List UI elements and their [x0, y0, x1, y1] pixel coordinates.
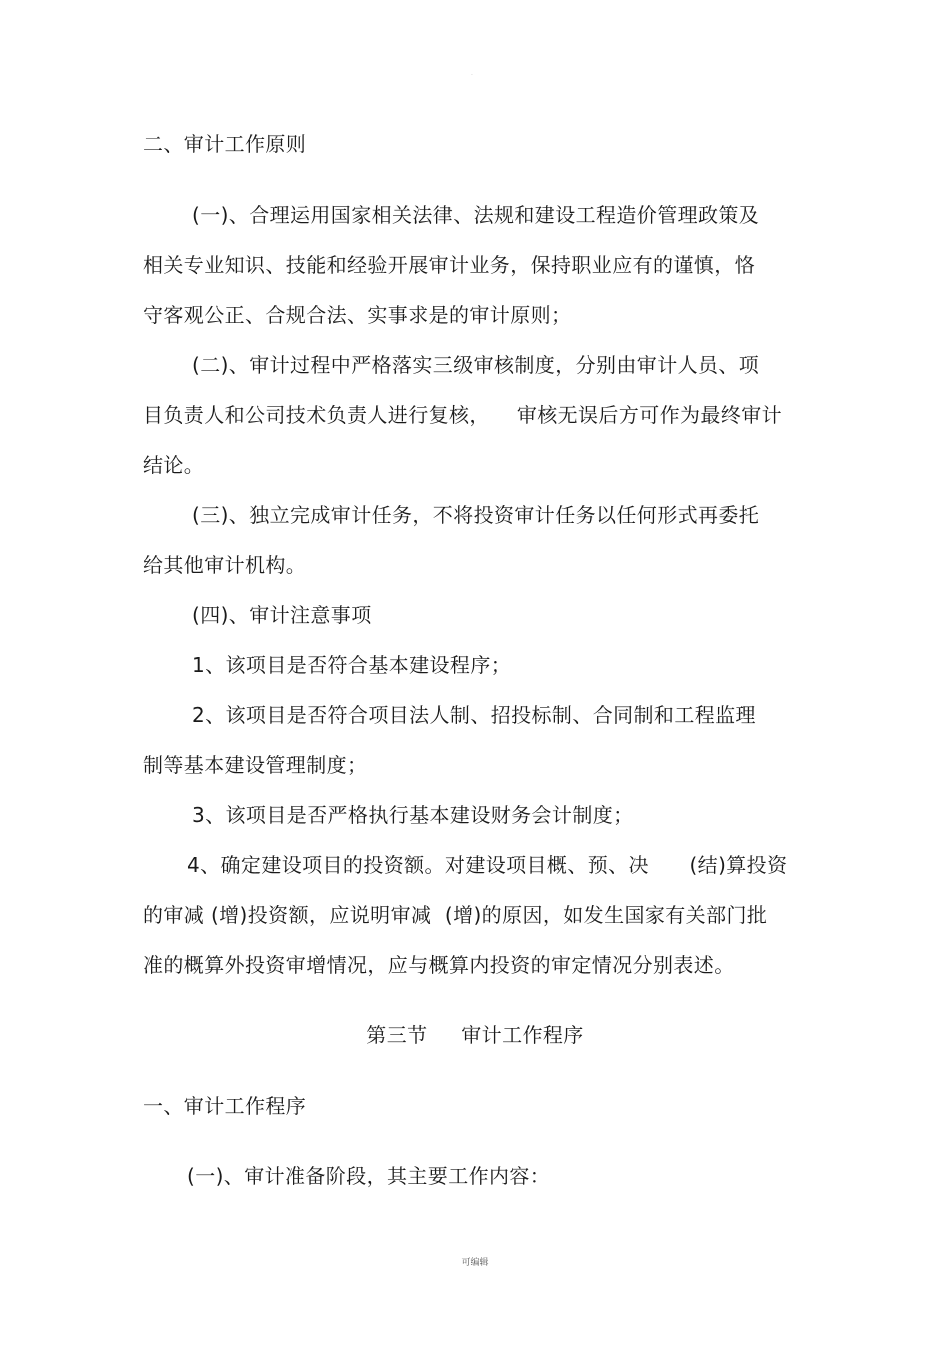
paragraph-line: 结论。: [143, 453, 205, 477]
paragraph-line: 相关专业知识、技能和经验开展审计业务，保持职业应有的谨慎，恪: [143, 253, 755, 277]
paragraph-line: (一)、合理运用国家相关法律、法规和建设工程造价管理政策及: [192, 203, 760, 227]
list-item: 2、该项目是否符合项目法人制、招投标制、合同制和工程监理: [192, 703, 756, 727]
list-item-continuation: 准的概算外投资审增情况，应与概算内投资的审定情况分别表述。: [143, 953, 735, 977]
paragraph-line: (二)、审计过程中严格落实三级审核制度，分别由审计人员、项: [192, 353, 760, 377]
list-item: 3、该项目是否严格执行基本建设财务会计制度；: [192, 803, 634, 827]
list-item: 4、确定建设项目的投资额。对建设项目概、预、决 (结)算投资: [187, 853, 788, 877]
list-item-continuation: 制等基本建设管理制度；: [143, 753, 368, 777]
paragraph-line: 目负责人和公司技术负责人进行复核， 审核无误后方可作为最终审计: [143, 403, 783, 427]
list-item: 1、该项目是否符合基本建设程序；: [192, 653, 512, 677]
paragraph-line: 守客观公正、合规合法、实事求是的审计原则；: [143, 303, 572, 327]
section-heading-procedure: 一、审计工作程序: [143, 1094, 307, 1118]
page-footer: 可编辑: [461, 1258, 489, 1268]
page-top-mark: .: [471, 70, 473, 77]
section-title: 第三节 审计工作程序: [366, 1023, 584, 1047]
paragraph-line: (一)、审计准备阶段，其主要工作内容：: [187, 1164, 551, 1188]
list-item-continuation: 的审减 (增)投资额，应说明审减 (增)的原因，如发生国家有关部门批: [143, 903, 768, 927]
paragraph-line: 给其他审计机构。: [143, 553, 307, 577]
subsection-heading: (四)、审计注意事项: [192, 603, 372, 627]
paragraph-line: (三)、独立完成审计任务，不将投资审计任务以任何形式再委托: [192, 503, 760, 527]
section-heading-principles: 二、审计工作原则: [143, 132, 307, 156]
